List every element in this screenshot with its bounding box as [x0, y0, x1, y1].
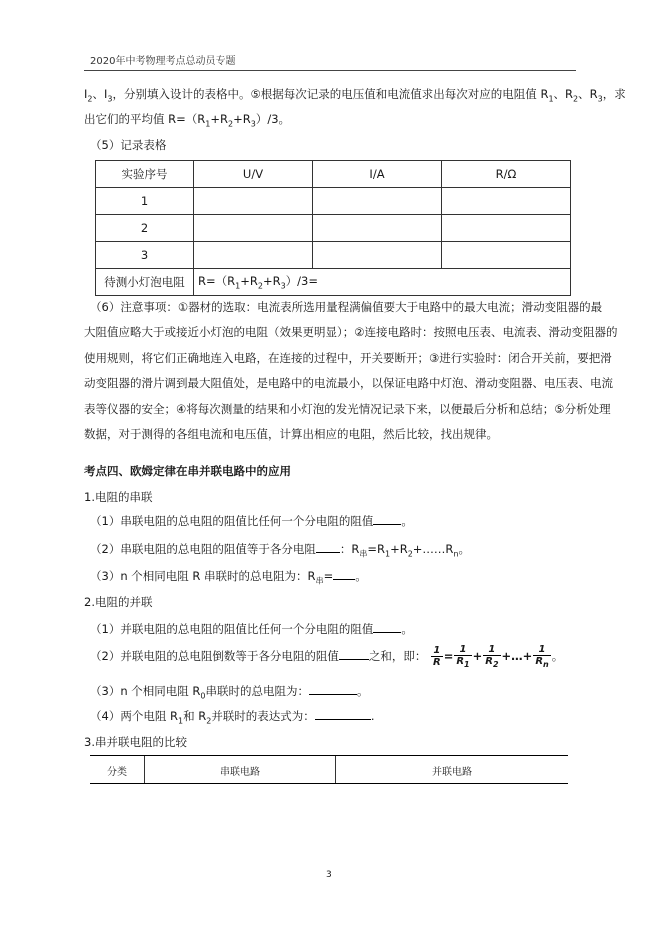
empty-cell [442, 242, 571, 269]
text: 和 R [183, 709, 207, 723]
empty-cell [313, 215, 442, 242]
notes-line: （6）注意事项：①器材的选取：电流表所选用量程满偏值要大于电路中的最大电流；滑动变阻器的最 [90, 300, 603, 314]
answer-blank[interactable] [333, 567, 355, 580]
notes-line: 数据，对于测得的各组电流和电压值，计算出相应的电阻，然后比较，找出规律。 [84, 427, 498, 441]
denominator [533, 656, 550, 670]
parallel-item-2 [90, 642, 563, 670]
parallel-item-4 [90, 707, 374, 729]
text: 。 [401, 514, 413, 528]
text: （3）n 个相同电阻 R 串联时的总电阻为：R [90, 569, 316, 583]
text: （2）并联电阻的总电阻倒数等于各分电阻的阻值 [90, 649, 339, 663]
fraction-one-over-r1 [454, 644, 471, 670]
text: I [84, 87, 88, 101]
text: 。 [357, 684, 369, 698]
text: （2）串联电阻的总电阻的阻值等于各分电阻 [90, 542, 316, 556]
fraction-one-over-r2 [483, 644, 500, 670]
text: 。 [458, 542, 471, 556]
numerator: 1 [483, 644, 500, 656]
answer-blank[interactable] [315, 707, 371, 720]
text: ：R [339, 542, 360, 556]
subscript: 1 [235, 281, 241, 291]
header-cell: 实验序号 [96, 161, 194, 188]
subscript: 2 [492, 659, 499, 669]
empty-cell [194, 215, 313, 242]
text: ）/3= [285, 274, 319, 289]
text: 出它们的平均值 R=（R [84, 112, 206, 126]
notes-line: 使用规则，将它们正确地连入电路，在连接的过程中，开关要断开；③进行实验时：闭合开关前，要把滑 [84, 351, 612, 365]
answer-blank[interactable] [373, 620, 401, 633]
text: （1）串联电阻的总电阻的阻值比任何一个分电阻的阻值 [90, 514, 374, 528]
header-cell: 分类 [107, 766, 127, 778]
text: +R [262, 274, 281, 289]
header-cell: R/Ω [442, 161, 571, 188]
subscript: 3 [107, 94, 113, 104]
text: +R [210, 112, 229, 126]
text: +R [240, 274, 258, 289]
table-row [96, 242, 571, 269]
table-bottom-rule [90, 783, 568, 784]
header-cell: 并联电路 [336, 756, 569, 784]
subscript: n [453, 549, 459, 559]
text: +……R [412, 542, 454, 556]
page-number: 3 [326, 870, 332, 880]
subscript: 0 [200, 691, 206, 701]
section-title: 考点四、欧姆定律在串并联电路中的应用 [84, 464, 291, 478]
series-item-3 [90, 567, 367, 589]
text: R [485, 655, 493, 667]
subsection-title: 1.电阻的串联 [84, 490, 153, 504]
answer-blank[interactable] [316, 540, 340, 553]
denominator [454, 656, 471, 670]
text: =R [367, 542, 385, 556]
subsection-title: 3.串并联电阻的比较 [84, 735, 187, 749]
text: 、R [553, 87, 574, 101]
empty-cell [194, 188, 313, 215]
subscript: 3 [597, 94, 603, 104]
text: ，求 [602, 87, 626, 101]
table-row [96, 269, 571, 296]
average-formula-cell [194, 269, 571, 296]
subscript: n [543, 659, 549, 669]
subscript: 3 [250, 119, 256, 129]
empty-cell [313, 188, 442, 215]
text: 之和，即： [368, 649, 427, 663]
parallel-item-3 [90, 682, 369, 704]
row-label: 待测小灯泡电阻 [96, 269, 194, 296]
notes-line: 动变阻器的滑片调到最大阻值处，是电路中的电流最小，以保证电路中灯泡、滑动变阻器、电压表、电流 [84, 376, 613, 390]
notes-line: 大阻值应略大于或接近小灯泡的电阻（效果更明显）；②连接电路时：按照电压表、电流表、滑动变阻器的 [84, 325, 618, 339]
denominator [483, 656, 500, 670]
empty-cell [194, 242, 313, 269]
text: （3）n 个相同电阻 R [90, 684, 201, 698]
subscript: 1 [205, 119, 211, 129]
operator: = [443, 649, 454, 663]
paragraph-line [84, 111, 290, 132]
subscript: 2 [407, 549, 413, 559]
text: 串联时的总电阻为： [205, 684, 309, 698]
numerator: 1 [454, 644, 471, 656]
text: . [370, 709, 375, 723]
paragraph-line [84, 86, 626, 107]
text: +R [390, 542, 408, 556]
table-header-row [90, 756, 568, 784]
series-item-2 [90, 540, 470, 562]
parallel-item-1 [90, 620, 413, 637]
text: ，分别填入设计的表格中。⑤根据每次记录的电压值和电流值求出每次对应的电阻值 R [112, 87, 549, 101]
comparison-table [90, 756, 568, 784]
empty-cell [313, 242, 442, 269]
notes-line: 表等仪器的安全；④将每次测量的结果和小灯泡的发光情况记录下来，以便最后分析和总结；⑤分析处理 [84, 402, 611, 416]
text: （1）并联电阻的总电阻的阻值比任何一个分电阻的阻值 [90, 622, 374, 636]
subscript: 2 [228, 119, 234, 129]
text: 。 [401, 622, 413, 636]
row-label: 1 [96, 188, 194, 215]
text: = [323, 569, 334, 583]
fraction-one-over-rn [533, 644, 550, 670]
subscript: 2 [257, 281, 263, 291]
operator: + [472, 649, 483, 663]
table-caption: （5）记录表格 [90, 138, 167, 152]
subscript: 2 [87, 94, 93, 104]
numerator: 1 [431, 645, 443, 657]
row-label: 3 [96, 242, 194, 269]
text: R [456, 655, 465, 667]
operator: +…+ [501, 649, 533, 663]
subsection-title: 2.电阻的并联 [84, 595, 153, 609]
subscript: 3 [280, 281, 286, 291]
subscript: 串 [359, 549, 368, 559]
row-label: 2 [96, 215, 194, 242]
answer-blank[interactable] [339, 647, 369, 660]
text: R [535, 655, 544, 667]
table-row [96, 215, 571, 242]
header-rule [84, 70, 576, 71]
subscript: 1 [548, 94, 554, 104]
page-header: 2020年中考物理考点总动员专题 [90, 56, 236, 67]
subscript: 2 [206, 716, 212, 726]
numerator: 1 [533, 644, 550, 656]
subscript: 1 [384, 549, 391, 559]
series-item-1 [90, 512, 413, 529]
subscript: 1 [177, 716, 184, 726]
text: 、R [578, 87, 598, 101]
subscript: 2 [573, 94, 579, 104]
header-cell: I/A [313, 161, 442, 188]
denominator: R [432, 657, 441, 668]
answer-blank[interactable] [373, 512, 401, 525]
text: +R [233, 112, 251, 126]
fraction-one-over-r [431, 645, 443, 668]
text: 、I [92, 87, 108, 101]
text: R=（R [198, 274, 236, 289]
table-header-row [96, 161, 571, 188]
record-table [95, 160, 571, 296]
header-cell: 串联电路 [145, 756, 336, 784]
subscript: 串 [315, 576, 324, 586]
text: 。 [355, 569, 367, 583]
text: ）/3。 [255, 112, 291, 126]
subscript: 1 [464, 659, 470, 669]
table-row [96, 188, 571, 215]
empty-cell [442, 188, 571, 215]
text: 并联时的表达式为： [211, 709, 315, 723]
answer-blank[interactable] [309, 682, 357, 695]
text: （4）两个电阻 R [90, 709, 178, 723]
header-cell: U/V [194, 161, 313, 188]
empty-cell [442, 215, 571, 242]
text: 。 [551, 649, 564, 663]
